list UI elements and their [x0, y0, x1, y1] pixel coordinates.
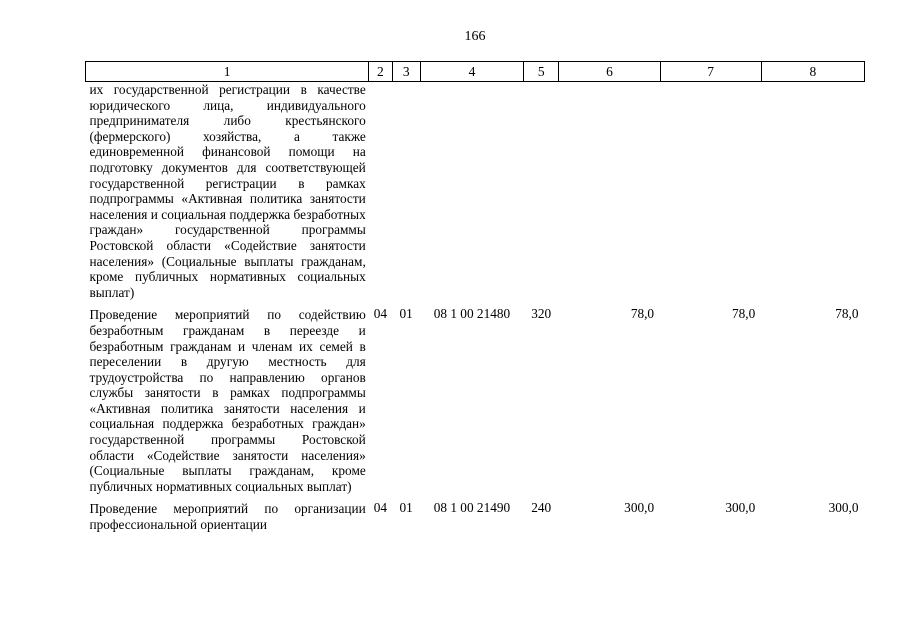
column-header-8: 8 [761, 62, 864, 82]
column-header-4: 4 [420, 62, 523, 82]
row-amount-col6: 300,0 [624, 500, 655, 516]
column-header-3: 3 [392, 62, 420, 82]
row-section: 04 [373, 306, 388, 322]
row-amount-col8: 78,0 [835, 306, 859, 322]
row-amount-col8 [761, 82, 864, 301]
row-description: Проведение мероприятий по организации профессиональной ориентации [89, 501, 366, 533]
row-target-article [420, 82, 523, 301]
page-number: 166 [464, 29, 486, 44]
column-header-5: 5 [524, 62, 559, 82]
column-header-2: 2 [369, 62, 392, 82]
row-amount-col6: 78,0 [630, 306, 655, 322]
table-row [86, 494, 865, 532]
row-expense-type [524, 82, 559, 301]
row-target-article: 08 1 00 21480 [433, 306, 511, 322]
column-number-row [86, 62, 865, 82]
column-header-6: 6 [559, 62, 660, 82]
row-target-article: 08 1 00 21490 [433, 500, 511, 516]
row-subsection: 01 [399, 306, 413, 322]
row-section: 04 [373, 500, 388, 516]
budget-table [85, 61, 865, 533]
row-expense-type: 320 [531, 306, 552, 322]
row-description: их государственной регистрации в качестве юридического лица, индивидуального предпринимателя либо крестьянского (фермерского) хозяйства, а также единовременной финансовой помощи на подготовку документов для соответствующей государственной регистрации в рамках подпрограммы «Активная политика занятости населения и социальная поддержка безработных граждан» государственной программы Ростовской области «Содействие занятости населения» (Социальные выплаты гражданам, кроме публичных нормативных социальных выплат) [89, 82, 366, 300]
row-description: Проведение мероприятий по содействию безработным гражданам в переезде и безработным гражданам и членам их семей в переселении в другую местность для трудоустройства по направлению органов службы занятости в рамках подпрограммы «Активная политика занятости населения и социальная поддержка безработных граждан» государственной программы Ростовской области «Содействие занятости населения» (Социальные выплаты гражданам, кроме публичных нормативных социальных выплат) [89, 307, 366, 494]
row-section [369, 82, 392, 301]
row-amount-col8: 300,0 [828, 500, 859, 516]
row-amount-col7: 300,0 [725, 500, 756, 516]
row-amount-col7 [660, 82, 761, 301]
row-amount-col6 [559, 82, 660, 301]
row-amount-col7: 78,0 [731, 306, 756, 322]
row-expense-type: 240 [531, 500, 552, 516]
column-header-1: 1 [86, 62, 369, 82]
column-header-7: 7 [660, 62, 761, 82]
row-subsection: 01 [399, 500, 413, 516]
row-subsection [392, 82, 420, 301]
table-row [86, 82, 865, 301]
table-row [86, 300, 865, 494]
